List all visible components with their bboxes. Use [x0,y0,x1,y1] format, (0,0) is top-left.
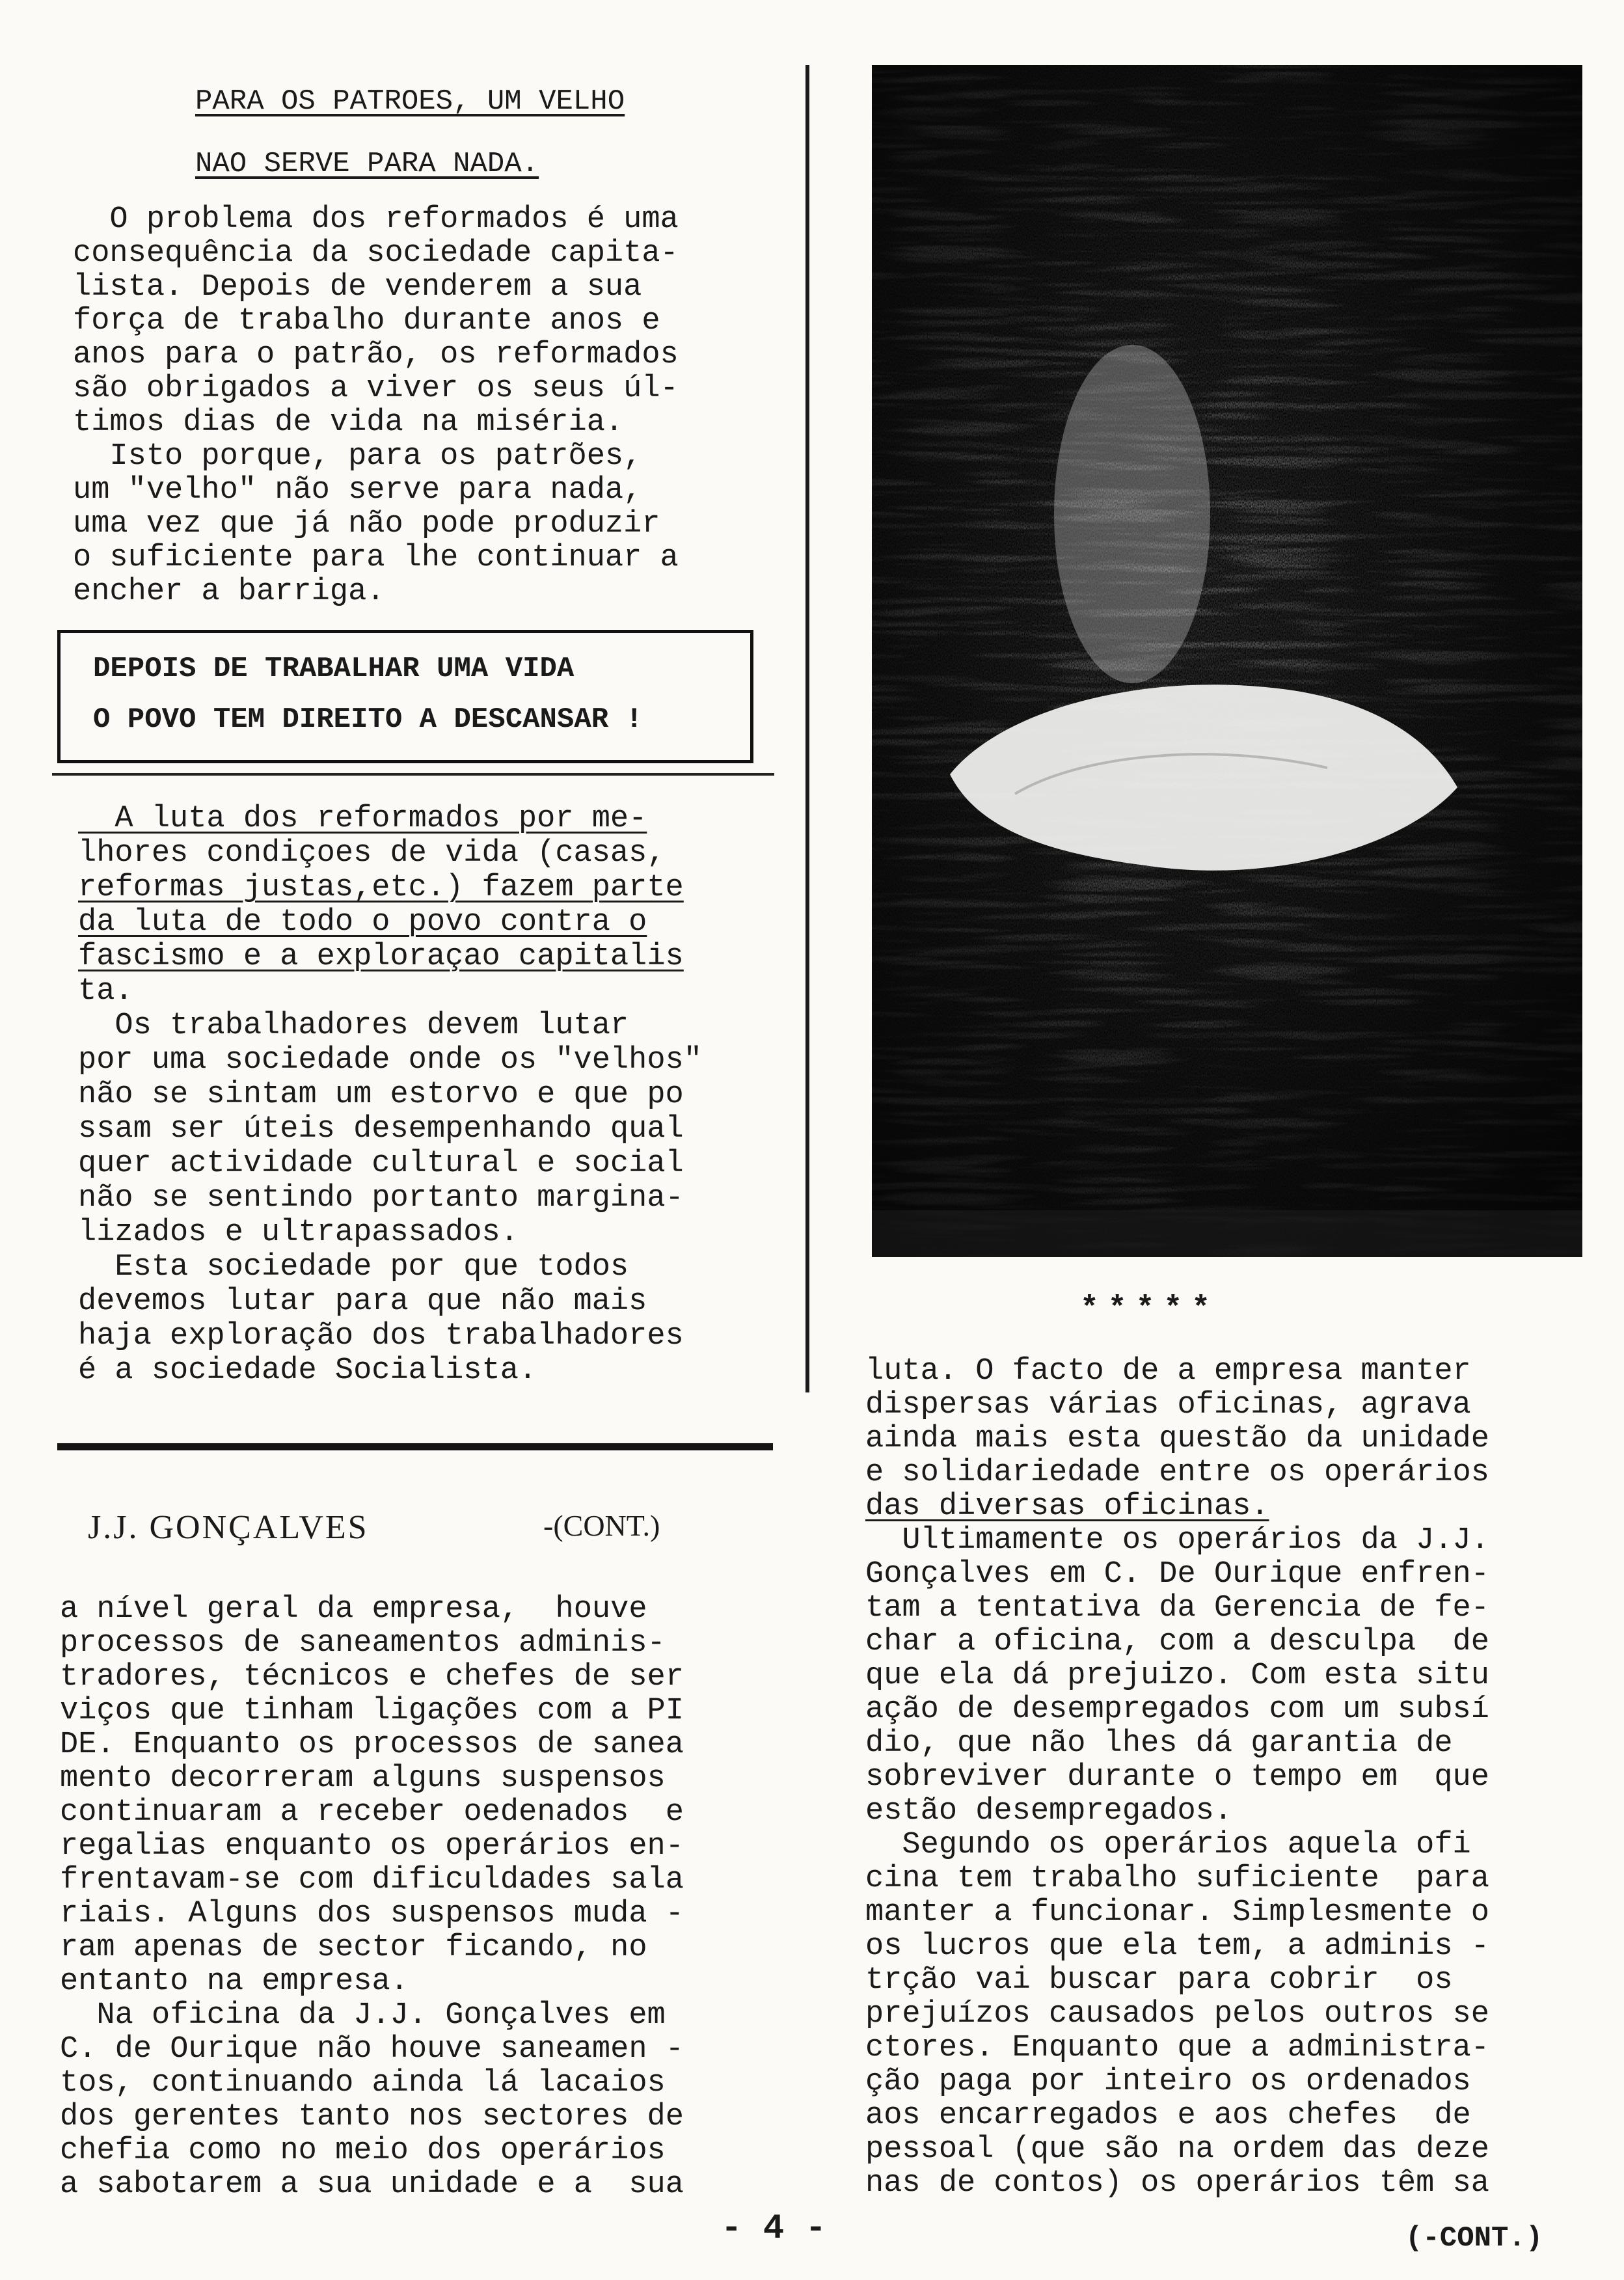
text-line: por uma sociedade onde os "velhos" [78,1043,702,1078]
text-line: lhores condiçoes de vida (casas, [78,836,666,871]
text-line: char a oficina, com a desculpa de [865,1625,1489,1659]
text-line: pessoal (que são na ordem das deze [865,2132,1489,2167]
text-line: anos para o patrão, os reformados [73,338,679,372]
text-line: força de trabalho durante anos e [73,304,660,338]
text-line: Gonçalves em C. De Ourique enfren- [865,1557,1489,1592]
section-divider [57,1443,773,1450]
slogan-box [57,630,753,763]
text-line: encher a barriga. [73,575,385,609]
text-line: a nível geral da empresa, houve [60,1592,647,1627]
text-line: continuaram a receber oedenados e [60,1795,684,1830]
article-body [78,802,768,1388]
text-line: Segundo os operários aquela ofi [865,1828,1471,1862]
text-line: lizados e ultrapassados. [78,1215,519,1250]
text-line: viços que tinham ligações com a PI [60,1694,684,1728]
text-line: dos gerentes tanto nos sectores de [60,2100,684,2134]
text-line: processos de saneamentos adminis- [60,1626,666,1661]
text-line: DE. Enquanto os processos de sanea [60,1728,684,1762]
text-line: ta. [78,974,133,1009]
text-line: mento decorreram alguns suspensos [60,1761,666,1796]
article-title-line: NAO SERVE PARA NADA. [195,148,539,180]
column-divider [805,65,809,1392]
text-line: uma vez que já não pode produzir [73,507,660,541]
text-line: ctores. Enquanto que a administra- [865,2031,1489,2065]
text-line: o suficiente para lhe continuar a [73,541,679,575]
text-line: que ela dá prejuizo. Com esta situ [865,1659,1489,1693]
text-line: cina tem trabalho suficiente para [865,1862,1489,1896]
article-body [73,203,769,609]
article-title: J.J. GONÇALVES [88,1509,369,1546]
text-line: não se sentindo portanto margina- [78,1181,684,1215]
section-separator: ***** [1080,1292,1220,1327]
text-line: estão desempregados. [865,1794,1233,1828]
article-title [195,70,625,195]
text-line: nas de contos) os operários têm sa [865,2166,1489,2201]
text-line: fascismo e a exploraçao capitalis [78,940,684,974]
text-line: O problema dos reformados é uma [73,202,679,237]
continued-label: -(CONT.) [543,1509,660,1542]
article-body [865,1355,1588,2201]
text-line: são obrigados a viver os seus úl- [73,372,679,406]
text-line: reformas justas,etc.) fazem parte [78,871,684,905]
text-line: entanto na empresa. [60,1964,409,1999]
photo-image [872,65,1582,1257]
text-line: timos dias de vida na miséria. [73,405,624,440]
text-line: é a sociedade Socialista. [78,1353,537,1388]
text-line: tradores, técnicos e chefes de ser [60,1660,684,1694]
text-line: riais. Alguns dos suspensos muda - [60,1897,684,1931]
text-line: lista. Depois de venderem a sua [73,270,642,305]
text-line: prejuízos causados pelos outros se [865,1997,1489,2031]
text-line: frentavam-se com dificuldades sala [60,1863,684,1897]
text-line: ainda mais esta questão da unidade [865,1422,1489,1456]
text-line: os lucros que ela tem, a adminis - [865,1929,1489,1964]
text-line: dio, que não lhes dá garantia de [865,1726,1453,1761]
text-line: da luta de todo o povo contra o [78,905,647,940]
text-line: ssam ser úteis desempenhando qual [78,1112,684,1147]
text-line: ação de desempregados com um subsí [865,1692,1489,1727]
text-line: regalias enquanto os operários en- [60,1829,684,1864]
text-line: C. de Ourique não houve saneamen - [60,2032,684,2067]
text-line: A luta dos reformados por me- [78,802,647,836]
text-line: e solidariedade entre os operários [865,1456,1489,1490]
text-line: sobreviver durante o tempo em que [865,1760,1489,1795]
text-line: quer actividade cultural e social [78,1147,684,1181]
slogan-line: O POVO TEM DIREITO A DESCANSAR ! [93,703,643,736]
text-line: Esta sociedade por que todos [78,1250,629,1284]
page-number: - 4 - [721,2209,827,2249]
text-line: dispersas várias oficinas, agrava [865,1388,1471,1422]
text-line: Isto porque, para os patrões, [73,439,642,474]
text-line: luta. O facto de a empresa manter [865,1354,1471,1389]
text-line: tos, continuando ainda lá lacaios [60,2066,666,2100]
text-line: manter a funcionar. Simplesmente o [865,1895,1489,1930]
text-line: Ultimamente os operários da J.J. [865,1523,1489,1558]
text-line: Os trabalhadores devem lutar [78,1009,629,1043]
text-line: Na oficina da J.J. Gonçalves em [60,1998,666,2033]
text-line: não se sintam um estorvo e que po [78,1078,684,1112]
text-line: consequência da sociedade capita- [73,236,679,271]
text-line: das diversas oficinas. [865,1489,1269,1524]
text-line: tam a tentativa da Gerencia de fe- [865,1591,1489,1625]
text-line: chefia como no meio dos operários [60,2134,666,2168]
text-line: haja exploração dos trabalhadores [78,1319,684,1353]
continued-label: (-CONT.) [1405,2222,1543,2255]
text-line: um "velho" não serve para nada, [73,473,642,508]
text-line: ção paga por inteiro os ordenados [865,2065,1471,2099]
text-line: ram apenas de sector ficando, no [60,1931,647,1965]
text-line: a sabotarem a sua unidade e a sua [60,2167,684,2202]
text-line: aos encarregados e aos chefes de [865,2098,1471,2133]
article-title-line: PARA OS PATROES, UM VELHO [195,85,625,118]
article-body [60,1593,789,2202]
text-line: devemos lutar para que não mais [78,1284,647,1319]
text-line: trção vai buscar para cobrir os [865,1963,1453,1998]
slogan-line: DEPOIS DE TRABALHAR UMA VIDA [93,653,575,685]
divider [52,773,774,776]
